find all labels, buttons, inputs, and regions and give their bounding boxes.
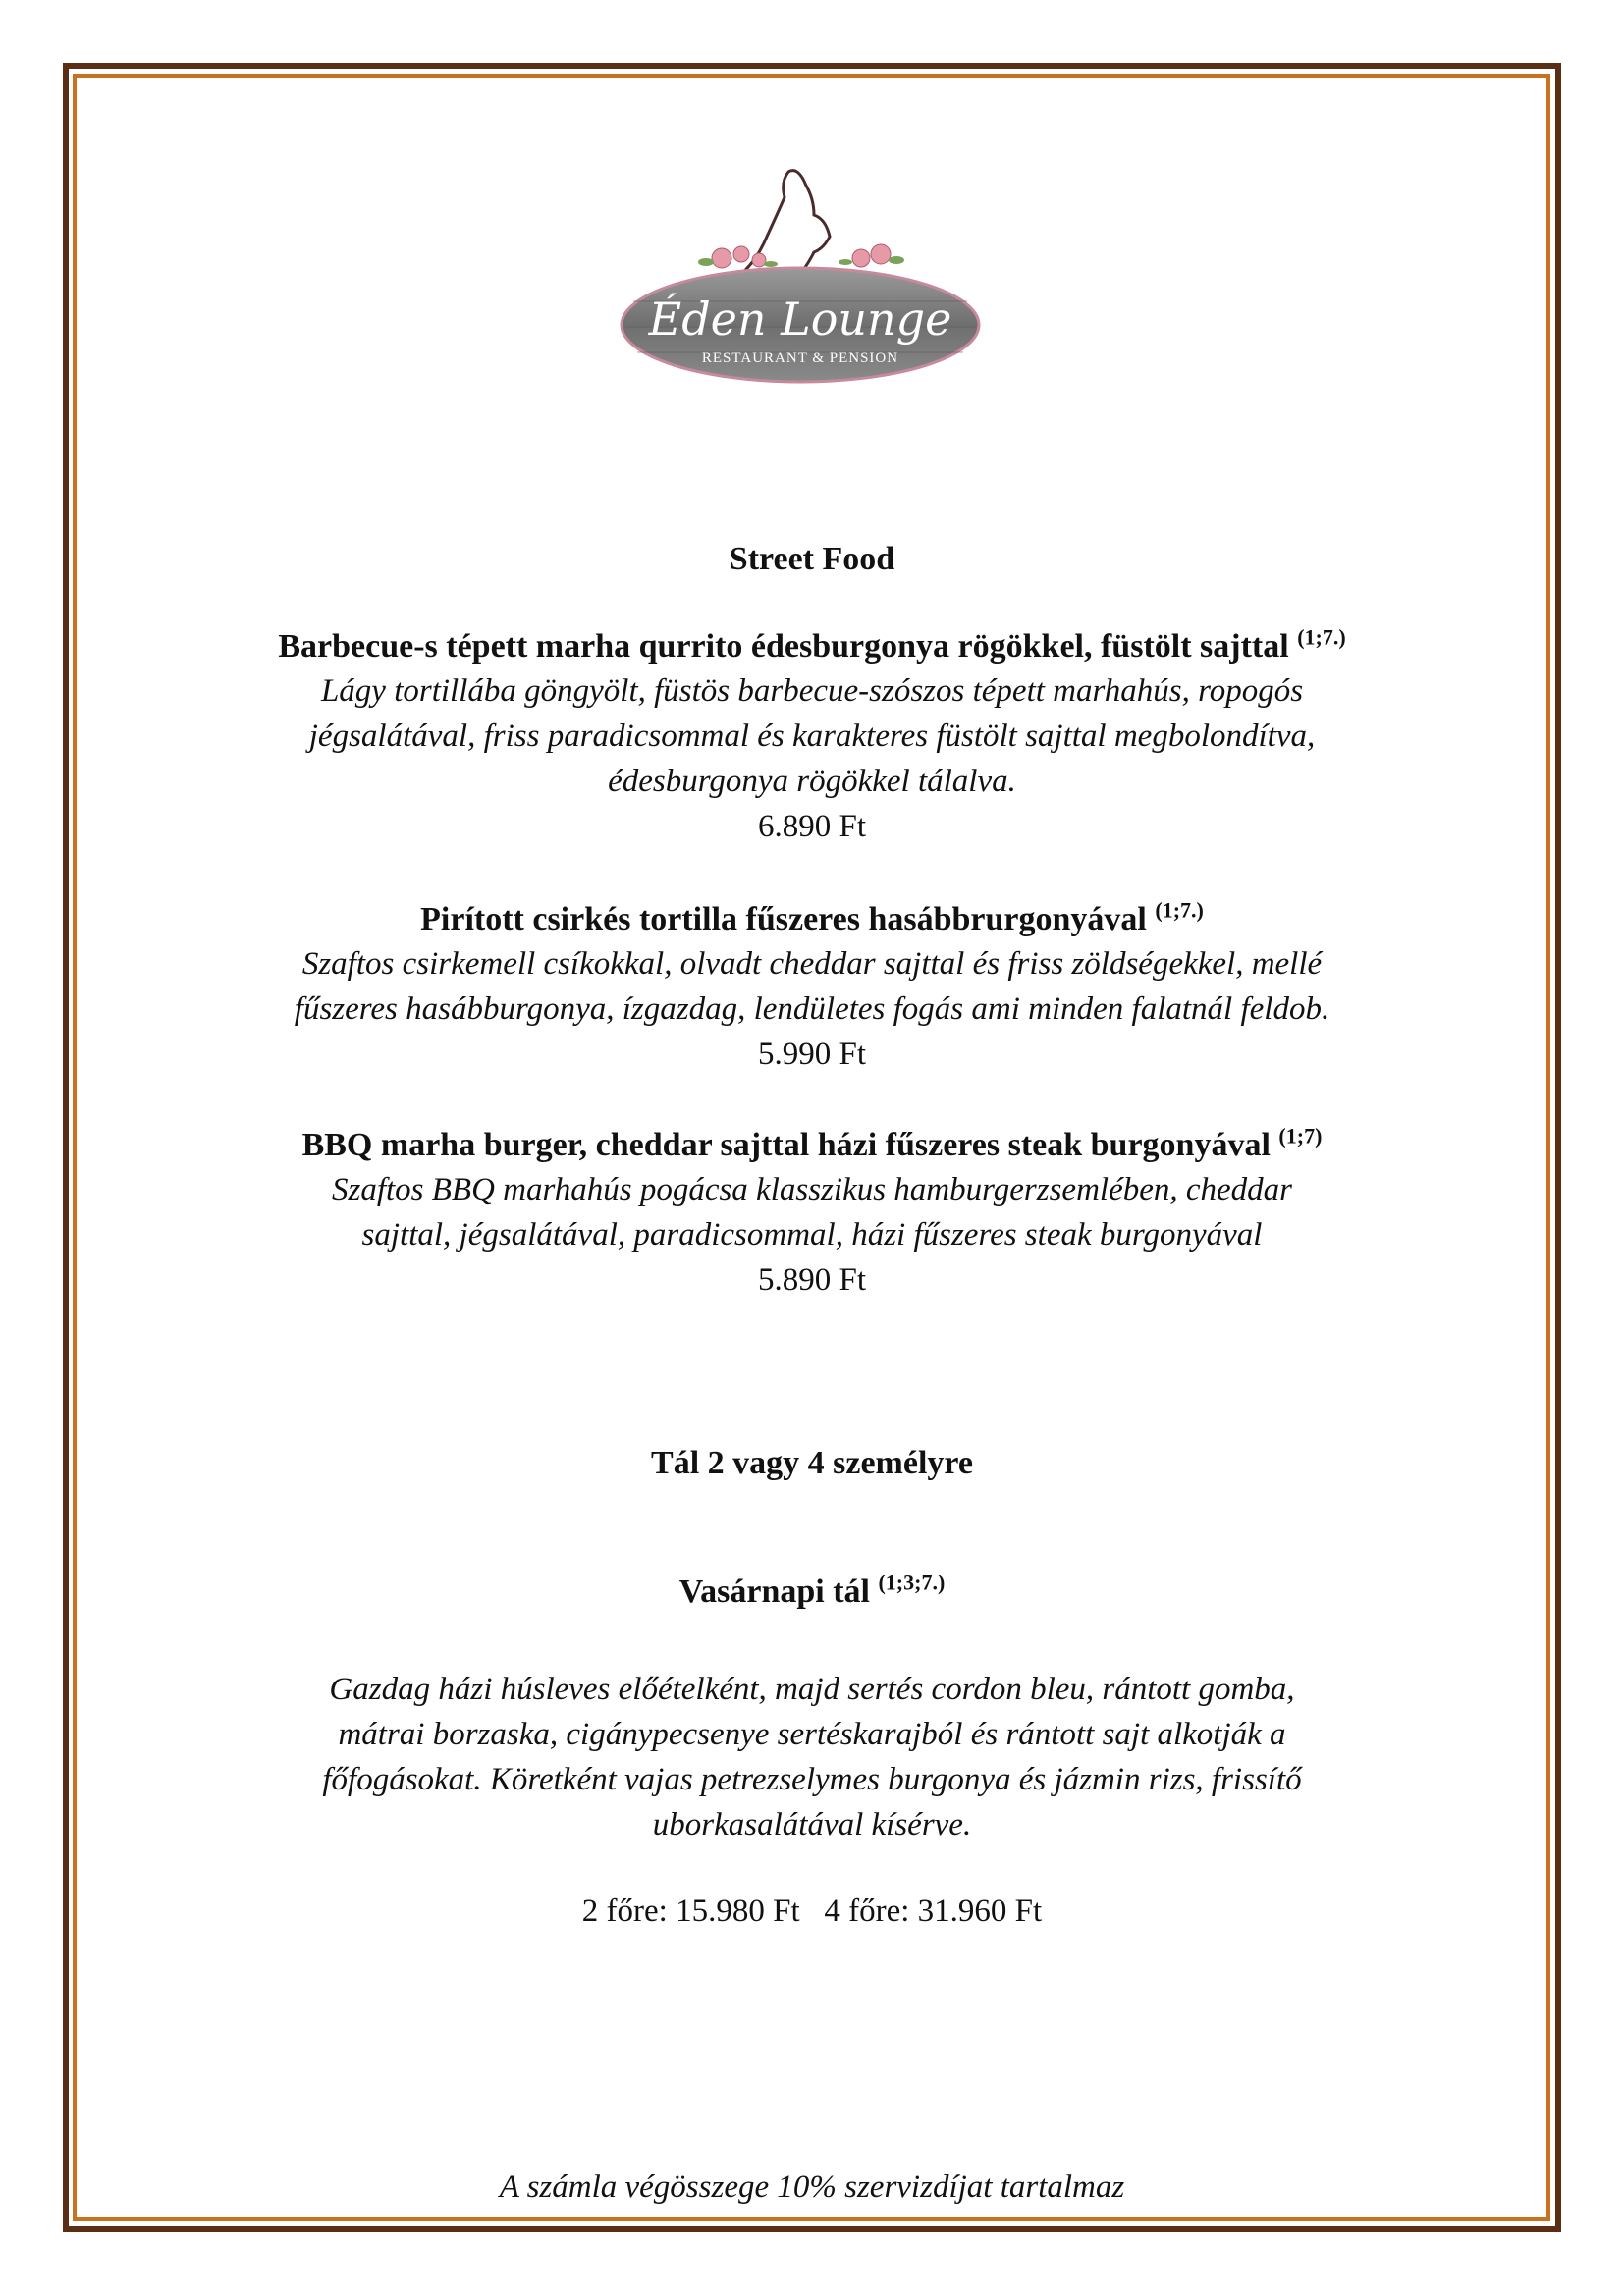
item-name: Barbecue-s tépett marha qurrito édesburgonya rögökkel, füstölt sajttal <box>278 628 1289 665</box>
menu-item <box>147 1124 1477 1303</box>
logo-subtitle: RESTAURANT & PENSION <box>701 350 899 366</box>
item-description-line: Szaftos BBQ marhahús pogácsa klasszikus hamburgerzsemlében, cheddar <box>331 1172 1293 1207</box>
item-description-line: fűszeres hasábburgonya, ízgazdag, lendületes fogás ami minden falatnál feldob. <box>294 991 1330 1027</box>
item-price: 5.890 Ft <box>757 1262 867 1298</box>
section-title-street-food: Street Food <box>729 541 895 577</box>
item-description-line: Lágy tortillába göngyölt, füstös barbecue-szószos tépett marhahús, ropogós <box>320 673 1304 709</box>
item-description-line: Gazdag házi húsleves előételként, majd sertés cordon bleu, rántott gomba, <box>329 1672 1295 1707</box>
item-description-line: mátrai borzaska, cigánypecsenye sertéskarajból és rántott sajt alkotják a <box>338 1717 1286 1752</box>
platter-price: 2 főre: 15.980 Ft 4 főre: 31.960 Ft <box>581 1894 1043 1929</box>
menu-item <box>147 625 1477 849</box>
menu-item-platter <box>147 1571 1477 1614</box>
logo-name: Éden Lounge <box>648 293 952 346</box>
service-charge-note: A számla végösszege 10% szervizdíjat tartalmaz <box>499 2169 1125 2205</box>
item-name: Vasárnapi tál <box>678 1574 870 1610</box>
allergen-codes: (1;7.) <box>1297 624 1346 650</box>
allergen-codes: (1;7.) <box>1155 897 1204 923</box>
item-name: Pirított csirkés tortilla fűszeres hasábbrurgonyával <box>420 901 1147 937</box>
item-description-line: édesburgonya rögökkel tálalva. <box>608 764 1016 799</box>
item-price: 5.990 Ft <box>757 1037 867 1072</box>
item-name: BBQ marha burger, cheddar sajttal házi fűszeres steak burgonyával <box>301 1127 1271 1163</box>
allergen-codes: (1;3;7.) <box>878 1570 946 1595</box>
restaurant-logo <box>604 152 997 407</box>
item-price: 6.890 Ft <box>757 809 867 844</box>
item-description-line: jégsalátával, friss paradicsommal és karakteres füstölt sajttal megbolondítva, <box>308 719 1316 754</box>
item-description-line: sajttal, jégsalátával, paradicsommal, házi fűszeres steak burgonyával <box>361 1217 1263 1253</box>
platter-description <box>147 1667 1477 1847</box>
item-description-line: uborkasalátával kísérve. <box>652 1807 972 1842</box>
allergen-codes: (1;7) <box>1278 1123 1323 1148</box>
item-description-line: főfogásokat. Köretként vajas petrezselymes burgonya és jázmin rizs, frissítő <box>322 1762 1302 1797</box>
section-title-platter: Tál 2 vagy 4 személyre <box>651 1445 973 1481</box>
item-description-line: Szaftos csirkemell csíkokkal, olvadt cheddar sajttal és friss zöldségekkel, mellé <box>301 946 1323 982</box>
menu-item <box>147 898 1477 1077</box>
